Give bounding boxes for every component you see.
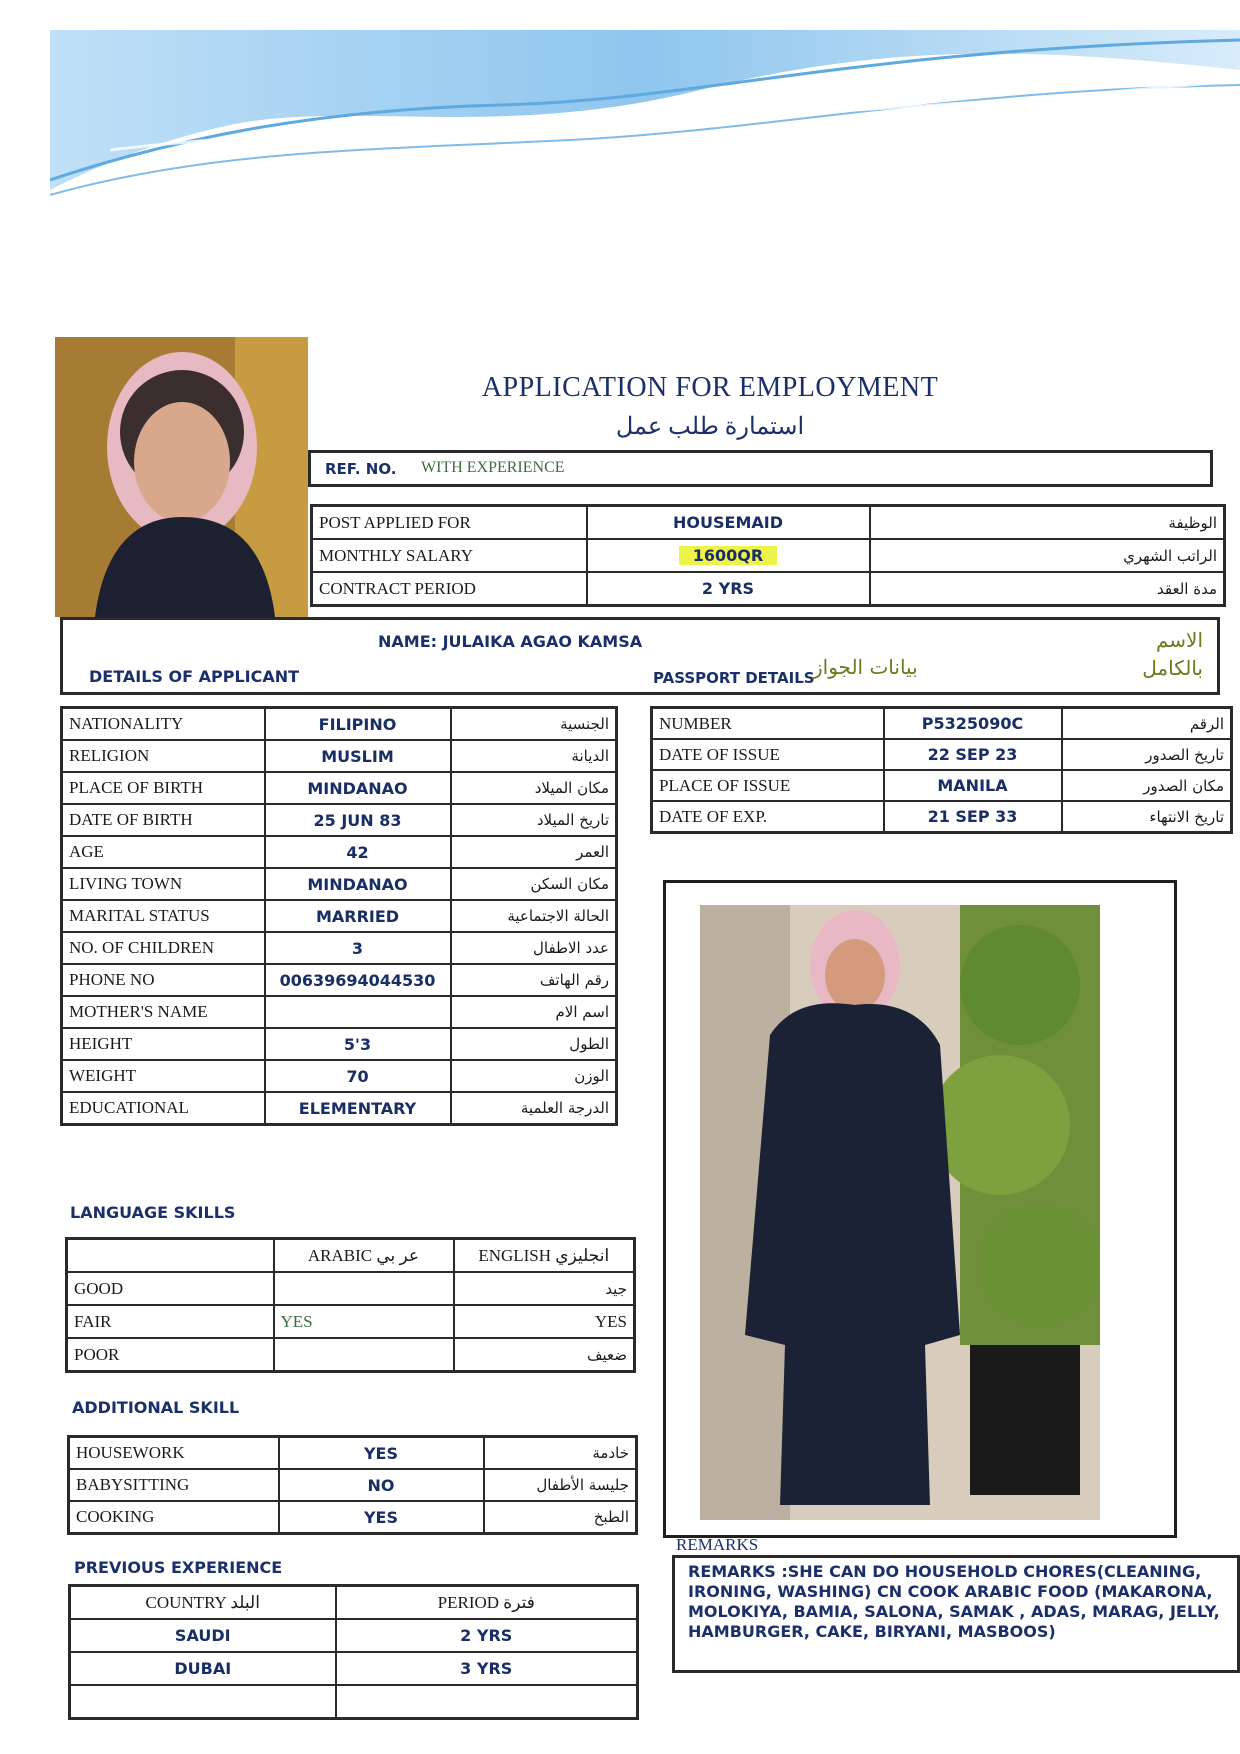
passport-row-value: P5325090C: [884, 708, 1062, 740]
remarks-text: REMARKS :SHE CAN DO HOUSEHOLD CHORES(CLEANING, IRONING, WASHING) CN COOK ARABIC FOOD (MAKARONA, MOLOKIYA, BAMIA, SALONA, SAMAK , ADAS, MARAG, JELLY, HAMBURGER, CAKE, BIRYANI, MASBOOS): [688, 1562, 1220, 1641]
ref-label: REF. NO.: [325, 460, 397, 478]
language-skills-title: LANGUAGE SKILLS: [70, 1203, 236, 1222]
arabic-level: [274, 1272, 454, 1305]
applicant-row-arabic: عدد الاطفال: [451, 932, 617, 964]
applicant-row-value: MUSLIM: [265, 740, 451, 772]
passport-row-arabic: تاريخ الانتهاء: [1062, 801, 1232, 833]
skill-row-arabic: جليسة الأطفال: [484, 1469, 637, 1501]
passport-row-value: 22 SEP 23: [884, 739, 1062, 770]
passport-row-arabic: تاريخ الصدور: [1062, 739, 1232, 770]
job-value: 2 YRS: [587, 572, 870, 606]
passport-row-label: PLACE OF ISSUE: [652, 770, 884, 801]
form-title: APPLICATION FOR EMPLOYMENT: [481, 372, 939, 403]
previous-experience-title: PREVIOUS EXPERIENCE: [74, 1558, 283, 1577]
additional-skill-title: ADDITIONAL SKILL: [72, 1398, 240, 1417]
passport-row-value: MANILA: [884, 770, 1062, 801]
applicant-row-arabic: الطول: [451, 1028, 617, 1060]
applicant-row-label: RELIGION: [62, 740, 265, 772]
applicant-row-value: ELEMENTARY: [265, 1092, 451, 1125]
applicant-photo-portrait: [55, 337, 308, 617]
form-title-arabic: استمارة طلب عمل: [615, 414, 805, 440]
passport-row: [652, 801, 1232, 833]
passport-row-label: NUMBER: [652, 708, 884, 740]
skill-row-label: BABYSITTING: [69, 1469, 279, 1501]
applicant-row: [62, 836, 617, 868]
details-of-applicant-label: DETAILS OF APPLICANT: [89, 667, 300, 686]
skill-row: [69, 1501, 637, 1534]
applicant-row-value: 3: [265, 932, 451, 964]
skill-row: [69, 1469, 637, 1501]
job-row: [312, 539, 1225, 572]
applicant-row: [62, 740, 617, 772]
applicant-row-label: MARITAL STATUS: [62, 900, 265, 932]
applicant-row: [62, 1092, 617, 1125]
job-arabic: الراتب الشهري: [870, 539, 1225, 572]
applicant-row-value: 42: [265, 836, 451, 868]
ref-box: [308, 450, 1213, 487]
language-row: [67, 1272, 635, 1305]
applicant-row-label: NO. OF CHILDREN: [62, 932, 265, 964]
job-arabic: الوظيفة: [870, 506, 1225, 540]
experience-period: [336, 1685, 638, 1719]
applicant-row: [62, 964, 617, 996]
applicant-row-label: NATIONALITY: [62, 708, 265, 741]
experience-country: DUBAI: [70, 1652, 336, 1685]
applicant-row-arabic: الحالة الاجتماعية: [451, 900, 617, 932]
experience-period: 2 YRS: [336, 1619, 638, 1652]
passport-row-label: DATE OF ISSUE: [652, 739, 884, 770]
experience-country: SAUDI: [70, 1619, 336, 1652]
remarks-title: REMARKS: [676, 1535, 759, 1554]
passport-row: [652, 708, 1232, 740]
experience-row: [70, 1619, 638, 1652]
applicant-row: [62, 900, 617, 932]
arabic-level: YES: [274, 1305, 454, 1338]
applicant-row-label: EDUCATIONAL: [62, 1092, 265, 1125]
language-level: POOR: [67, 1338, 274, 1372]
applicant-row-arabic: الجنسية: [451, 708, 617, 741]
applicant-row-label: LIVING TOWN: [62, 868, 265, 900]
applicant-row-value: 5'3: [265, 1028, 451, 1060]
language-row: [67, 1338, 635, 1372]
header-wave-banner: [50, 30, 1240, 200]
applicant-row-label: DATE OF BIRTH: [62, 804, 265, 836]
job-label: CONTRACT PERIOD: [312, 572, 587, 606]
english-level: YES: [454, 1305, 635, 1338]
applicant-row-value: 25 JUN 83: [265, 804, 451, 836]
language-row: [67, 1305, 635, 1338]
passport-table: [650, 706, 1233, 834]
salary-value: 1600QR: [679, 546, 777, 565]
job-label: POST APPLIED FOR: [312, 506, 587, 540]
applicant-row: [62, 1028, 617, 1060]
applicant-row-arabic: مكان الميلاد: [451, 772, 617, 804]
applicant-row-label: PHONE NO: [62, 964, 265, 996]
passport-details-arabic: بيانات الجواز: [813, 655, 918, 679]
applicant-row: [62, 1060, 617, 1092]
language-table: [65, 1237, 636, 1373]
applicant-row-value: 00639694044530: [265, 964, 451, 996]
applicant-row-arabic: مكان السكن: [451, 868, 617, 900]
job-label: MONTHLY SALARY: [312, 539, 587, 572]
skill-row: [69, 1437, 637, 1470]
applicant-row-label: HEIGHT: [62, 1028, 265, 1060]
passport-row-label: DATE OF EXP.: [652, 801, 884, 833]
job-arabic: مدة العقد: [870, 572, 1225, 606]
skill-row-label: HOUSEWORK: [69, 1437, 279, 1470]
job-row: [312, 506, 1225, 540]
applicant-row-value: 70: [265, 1060, 451, 1092]
skill-row-value: NO: [279, 1469, 484, 1501]
applicant-row-label: PLACE OF BIRTH: [62, 772, 265, 804]
english-header: ENGLISH انجليزي: [454, 1239, 635, 1273]
applicant-table: [60, 706, 618, 1126]
arabic-header: ARABIC عر بي: [274, 1239, 454, 1273]
additional-skill-table: [67, 1435, 638, 1535]
period-header: PERIOD فترة: [336, 1586, 638, 1620]
name-arabic-2: بالكامل: [1142, 656, 1203, 680]
applicant-row: [62, 868, 617, 900]
job-value: HOUSEMAID: [587, 506, 870, 540]
ref-value: WITH EXPERIENCE: [421, 459, 565, 476]
skill-row-arabic: الطبخ: [484, 1501, 637, 1534]
name-box: [60, 617, 1220, 695]
applicant-row-label: MOTHER'S NAME: [62, 996, 265, 1028]
experience-table: [68, 1584, 639, 1720]
experience-row: [70, 1652, 638, 1685]
applicant-row: [62, 804, 617, 836]
applicant-name: NAME: JULAIKA AGAO KAMSA: [378, 632, 643, 651]
passport-row-arabic: الرقم: [1062, 708, 1232, 740]
passport-row: [652, 739, 1232, 770]
job-table: [310, 504, 1226, 607]
job-row: [312, 572, 1225, 606]
passport-row-value: 21 SEP 33: [884, 801, 1062, 833]
passport-row: [652, 770, 1232, 801]
country-header: COUNTRY البلد: [70, 1586, 336, 1620]
applicant-photo-full: [700, 905, 1100, 1520]
applicant-row-value: MARRIED: [265, 900, 451, 932]
applicant-row-value: [265, 996, 451, 1028]
applicant-row-label: AGE: [62, 836, 265, 868]
experience-period: 3 YRS: [336, 1652, 638, 1685]
skill-row-arabic: خادمة: [484, 1437, 637, 1470]
applicant-row-label: WEIGHT: [62, 1060, 265, 1092]
applicant-row-arabic: الديانة: [451, 740, 617, 772]
applicant-row: [62, 996, 617, 1028]
passport-details-label: PASSPORT DETAILS: [653, 669, 815, 687]
language-level: GOOD: [67, 1272, 274, 1305]
applicant-row-arabic: تاريخ الميلاد: [451, 804, 617, 836]
applicant-row-arabic: الدرجة العلمية: [451, 1092, 617, 1125]
name-arabic-1: الاسم: [1155, 628, 1203, 652]
experience-country: [70, 1685, 336, 1719]
skill-row-label: COOKING: [69, 1501, 279, 1534]
applicant-row-arabic: الوزن: [451, 1060, 617, 1092]
skill-row-value: YES: [279, 1501, 484, 1534]
language-level: FAIR: [67, 1305, 274, 1338]
applicant-row: [62, 772, 617, 804]
applicant-row: [62, 708, 617, 741]
experience-row: [70, 1685, 638, 1719]
passport-row-arabic: مكان الصدور: [1062, 770, 1232, 801]
applicant-row-arabic: رقم الهاتف: [451, 964, 617, 996]
applicant-row-value: MINDANAO: [265, 868, 451, 900]
skill-row-value: YES: [279, 1437, 484, 1470]
language-header-row: [67, 1239, 635, 1273]
applicant-row-arabic: اسم الام: [451, 996, 617, 1028]
applicant-row-value: FILIPINO: [265, 708, 451, 741]
english-level: جيد: [454, 1272, 635, 1305]
applicant-row: [62, 932, 617, 964]
english-level: ضعيف: [454, 1338, 635, 1372]
arabic-level: [274, 1338, 454, 1372]
applicant-row-arabic: العمر: [451, 836, 617, 868]
applicant-row-value: MINDANAO: [265, 772, 451, 804]
experience-header-row: [70, 1586, 638, 1620]
